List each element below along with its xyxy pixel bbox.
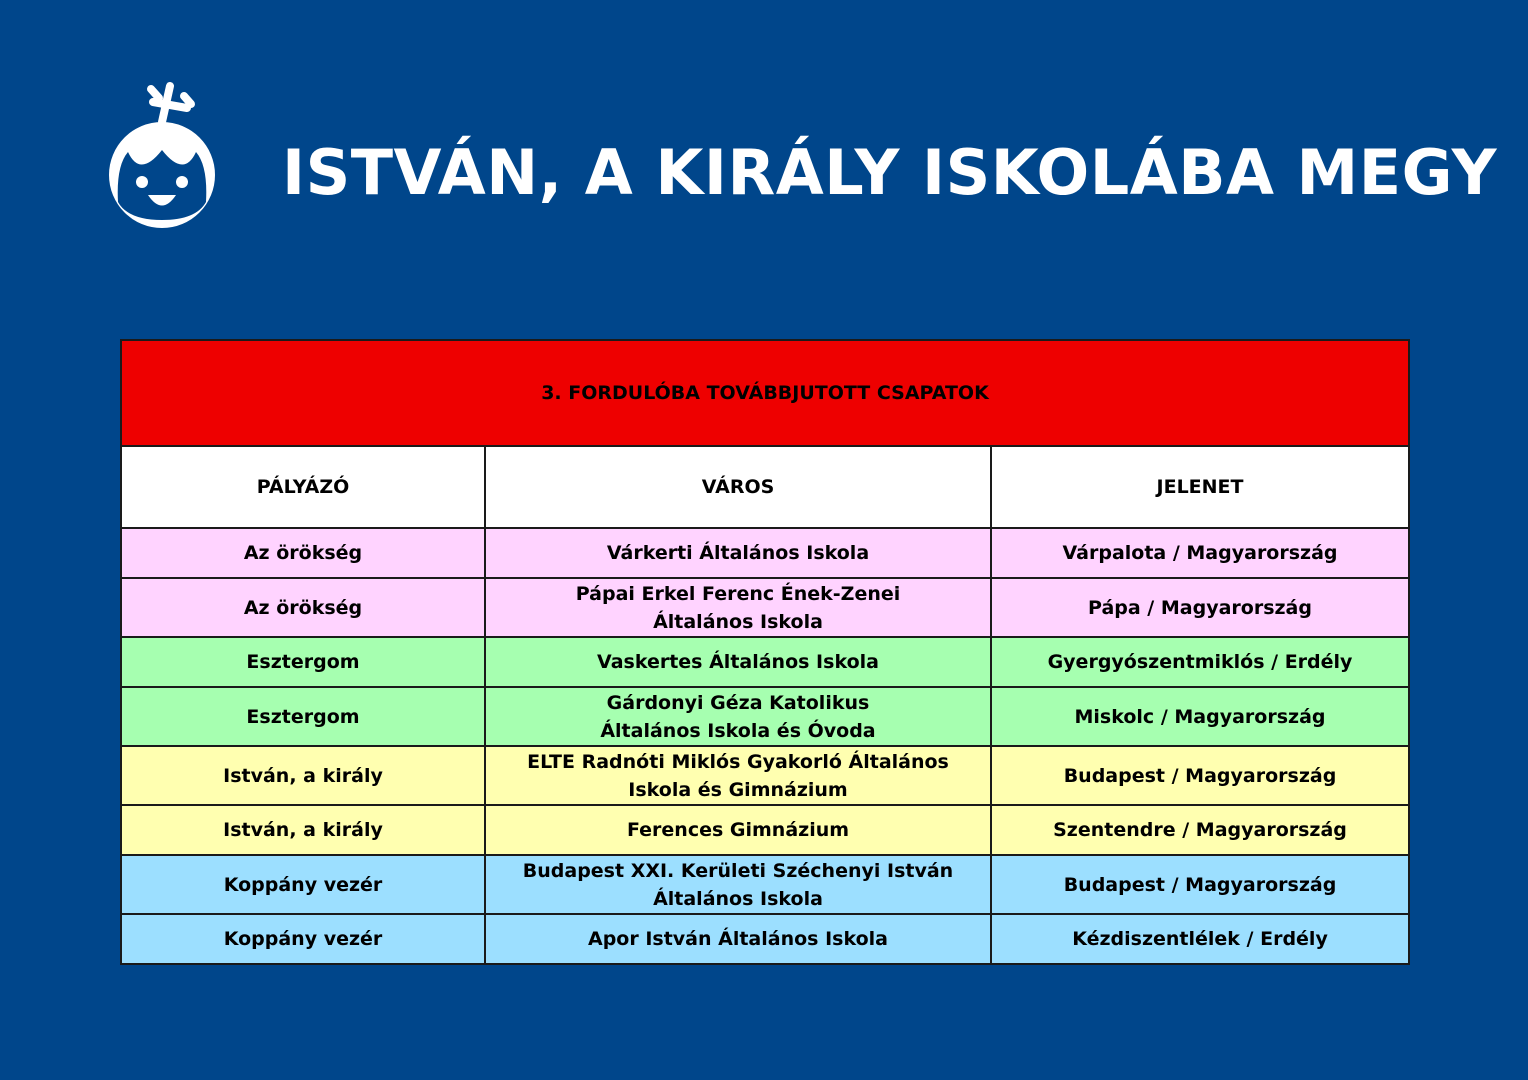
child-face-icon [106,78,218,230]
cell-varos-line: Gárdonyi Géza Katolikus [606,691,870,714]
table-row [121,687,1409,746]
cell-varos [485,637,991,687]
cell-varos [485,578,991,637]
cell-palyazo: Esztergom [121,637,485,687]
table-row [121,528,1409,578]
column-header-jelenet: JELENET [991,446,1409,528]
cell-varos [485,805,991,855]
cell-varos-line: Ferences Gimnázium [626,819,850,841]
cell-jelenet: Miskolc / Magyarország [991,687,1409,746]
cell-jelenet: Kézdiszentlélek / Erdély [991,914,1409,964]
table-heading: 3. FORDULÓBA TOVÁBBJUTOTT CSAPATOK [121,340,1409,446]
table-row [121,637,1409,687]
table-row [121,746,1409,805]
cell-varos-line: Apor István Általános Iskola [587,928,888,950]
cell-palyazo: István, a király [121,805,485,855]
cell-varos-line: Pápai Erkel Ferenc Ének-Zenei [575,582,901,605]
table-row [121,805,1409,855]
cell-jelenet: Szentendre / Magyarország [991,805,1409,855]
cell-varos-line: ELTE Radnóti Miklós Gyakorló Általános [527,750,949,773]
cell-varos-line: Általános Iskola [653,610,823,633]
cell-varos [485,746,991,805]
cell-varos-line: Várkerti Általános Iskola [606,542,870,564]
cell-varos-line: Vaskertes Általános Iskola [597,651,879,673]
cell-varos-line: Általános Iskola és Óvoda [600,719,876,742]
cell-jelenet: Várpalota / Magyarország [991,528,1409,578]
cell-palyazo: Koppány vezér [121,914,485,964]
cell-jelenet: Gyergyószentmiklós / Erdély [991,637,1409,687]
cell-varos-line: Általános Iskola [653,887,823,910]
page-title: ISTVÁN, A KIRÁLY ISKOLÁBA MEGY [282,136,1498,209]
table-row [121,855,1409,914]
column-header-palyazo: PÁLYÁZÓ [121,446,485,528]
cell-jelenet: Pápa / Magyarország [991,578,1409,637]
cell-palyazo: Esztergom [121,687,485,746]
cell-varos [485,687,991,746]
cell-palyazo: István, a király [121,746,485,805]
cell-palyazo: Az örökség [121,528,485,578]
cell-jelenet: Budapest / Magyarország [991,746,1409,805]
table-heading-row [121,340,1409,446]
cell-jelenet: Budapest / Magyarország [991,855,1409,914]
cell-varos [485,528,991,578]
column-header-varos: VÁROS [485,446,991,528]
cell-palyazo: Az örökség [121,578,485,637]
table-row [121,914,1409,964]
cell-varos [485,855,991,914]
teams-table [120,339,1410,965]
cell-varos-line: Budapest XXI. Kerületi Széchenyi István [522,859,954,882]
table-row [121,578,1409,637]
cell-varos-line: Iskola és Gimnázium [628,778,848,801]
cell-varos [485,914,991,964]
column-header-row [121,446,1409,528]
cell-palyazo: Koppány vezér [121,855,485,914]
